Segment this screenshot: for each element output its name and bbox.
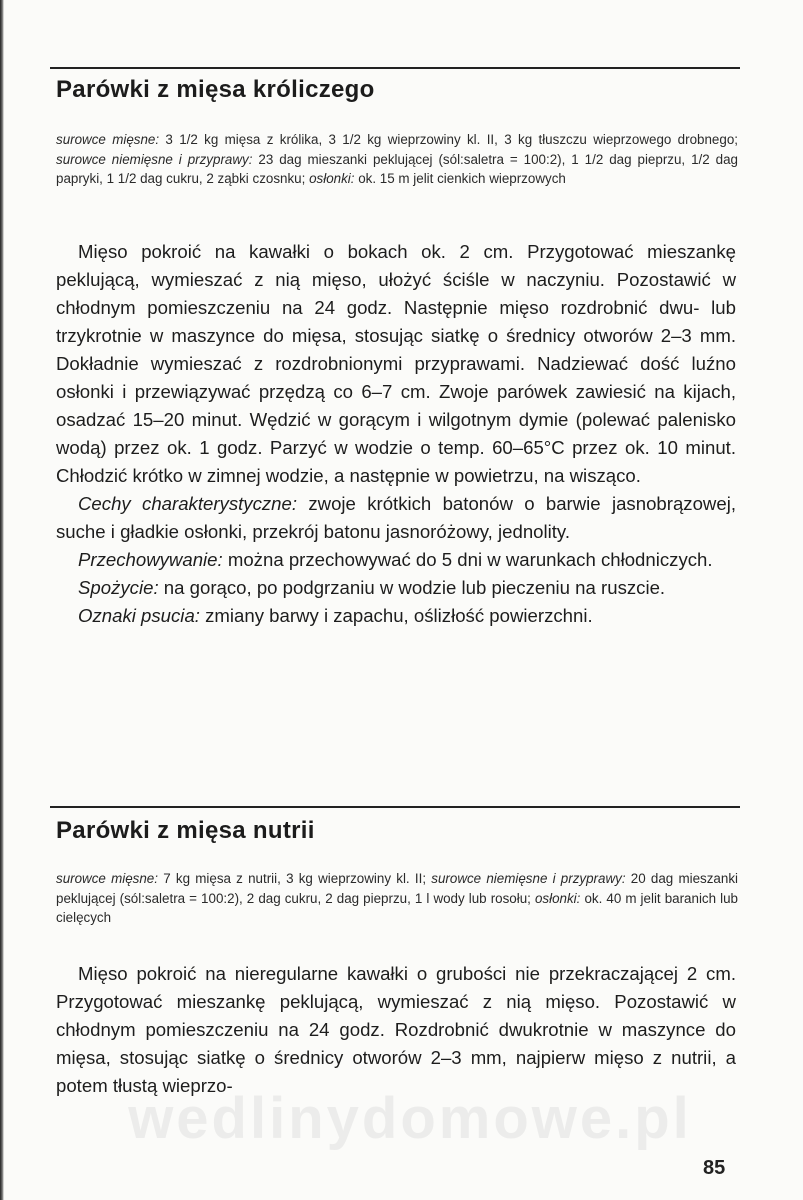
ingredients-label: surowce mięsne: — [56, 871, 158, 886]
page-number: 85 — [703, 1157, 726, 1179]
features-label: Cechy charakterystyczne: — [78, 493, 298, 514]
spoilage-paragraph — [56, 602, 736, 630]
ingredients-text: ok. 15 m jelit cienkich wieprzowych — [354, 171, 566, 186]
ingredients-list — [56, 130, 738, 189]
ingredients-text: 23 dag mieszanki peklującej (sól:saletra = 100:2), 1 1/2 dag pieprzu, 1/2 dag papryki, 1 1/2 dag cukru, 2 ząbki czosnku; — [56, 151, 738, 186]
consumption-paragraph — [56, 574, 736, 602]
storage-text: można przechowywać do 5 dni w warunkach chłodniczych. — [222, 549, 713, 570]
spoilage-label: Oznaki psucia: — [78, 605, 200, 626]
recipe-body — [56, 960, 736, 1100]
ingredients-label: surowce niemięsne i przyprawy: — [431, 871, 626, 886]
section-title: Parówki z mięsa nutrii — [56, 817, 315, 844]
ingredients-label: surowce mięsne: — [56, 132, 160, 147]
method-paragraph: Mięso pokroić na kawałki o bokach ok. 2 cm. Przygotować mieszankę peklującą, wymieszać z nią mięso, ułożyć ściśle w naczyniu. Pozostawić w chłodnym pomieszczeniu na 24 godz. Następnie mięso rozdrobnić dwu- lub trzykrotnie w maszynce do mięsa, stosując siatkę o średnicy otworów 2–3 mm. Dokładnie wymieszać z rozdrobnionymi przyprawami. Nadziewać dość luźno osłonki i przewiązywać przędzą co 6–7 cm. Zwoje parówek zawiesić na kijach, osadzać 15–20 minut. Wędzić w gorącym i wilgotnym dymie (polewać palenisko wodą) przez ok. 1 godz. Parzyć w wodzie o temp. 60–65°C przez ok. 10 minut. Chłodzić krótko w zimnej wodzie, a następnie w powietrzu, na wisząco. — [56, 241, 736, 486]
recipe-body — [56, 238, 736, 630]
ingredients-text: 7 kg mięsa z nutrii, 3 kg wieprzowiny kl. II; — [157, 871, 432, 886]
features-text: zwoje krótkich batonów o barwie jasnobrązowej, suche i gładkie osłonki, przekrój batonu jasnoróżowy, jednolity. — [56, 493, 736, 542]
section-title: Parówki z mięsa króliczego — [56, 76, 375, 103]
page-spine-shadow — [0, 0, 4, 1200]
section-divider — [50, 67, 740, 69]
spoilage-text: zmiany barwy i zapachu, oślizłość powierzchni. — [199, 605, 593, 626]
ingredients-label: osłonki: — [309, 171, 355, 186]
storage-paragraph — [56, 546, 736, 574]
section-divider — [50, 806, 740, 808]
ingredients-list — [56, 869, 738, 928]
consumption-label: Spożycie: — [78, 577, 159, 598]
ingredients-text: 3 1/2 kg mięsa z królika, 3 1/2 kg wieprzowiny kl. II, 3 kg tłuszczu wieprzowego drobnego; — [159, 132, 738, 147]
features-paragraph — [56, 490, 736, 546]
storage-label: Przechowywanie: — [78, 549, 223, 570]
method-paragraph: Mięso pokroić na nieregularne kawałki o grubości nie przekraczającej 2 cm. Przygotować mieszankę peklującą, wymieszać z nią mięso. Pozostawić w chłodnym pomieszczeniu na 24 godz. Rozdrobnić dwukrotnie w maszynce do mięsa, stosując siatkę o średnicy otworów 2–3 mm, najpierw mięso z nutrii, a potem tłustą wieprzo- — [56, 963, 736, 1096]
consumption-text: na gorąco, po podgrzaniu w wodzie lub pieczeniu na ruszcie. — [158, 577, 666, 598]
ingredients-text: 20 dag mieszanki peklującej (sól:saletra = 100:2), 2 dag cukru, 2 dag pieprzu, 1 l wody lub rosołu; — [56, 871, 738, 906]
ingredients-text: ok. 40 m jelit baranich lub cielęcych — [56, 890, 739, 925]
watermark: wedlinydomowe.pl — [128, 1086, 692, 1151]
ingredients-label: surowce niemięsne i przyprawy: — [56, 151, 253, 167]
ingredients-label: osłonki: — [534, 890, 581, 906]
